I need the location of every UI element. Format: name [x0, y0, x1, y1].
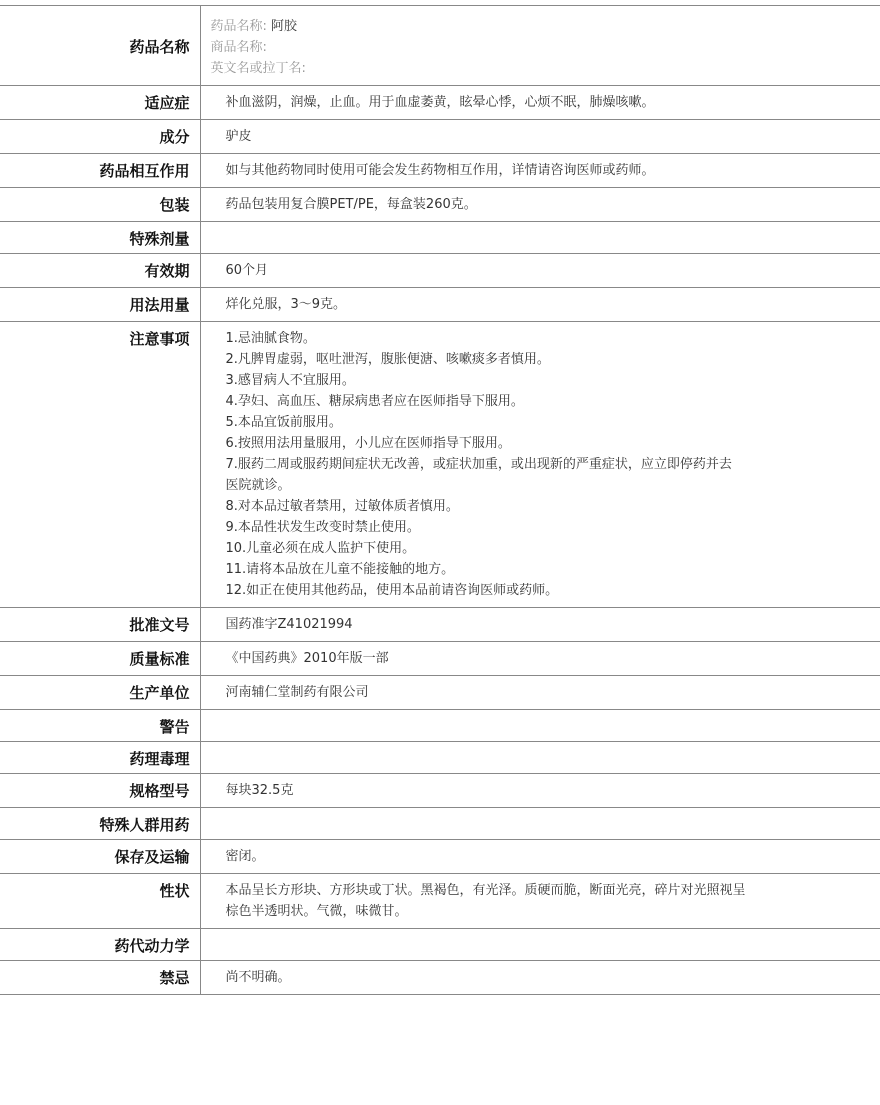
row-label-precautions: 注意事项: [0, 322, 200, 608]
row-value-indications: 补血滋阴，润燥，止血。用于血虚萎黄，眩晕心悸，心烦不眠，肺燥咳嗽。: [200, 86, 880, 120]
row-value-interactions: 如与其他药物同时使用可能会发生药物相互作用，详情请咨询医师或药师。: [200, 154, 880, 188]
row-value-standard: 《中国药典》2010年版一部: [200, 642, 880, 676]
precaution-item: 7.服药二周或服药期间症状无改善，或症状加重，或出现新的严重症状，应立即停药并去: [226, 454, 880, 475]
row-label-special-population: 特殊人群用药: [0, 808, 200, 840]
row-specification: [0, 774, 880, 808]
row-value-contraindications: 尚不明确。: [200, 961, 880, 995]
row-value-validity: 60个月: [200, 254, 880, 288]
row-value-usage: 烊化兑服，3～9克。: [200, 288, 880, 322]
row-ingredients: [0, 120, 880, 154]
row-label-manufacturer: 生产单位: [0, 676, 200, 710]
row-value-ingredients: 驴皮: [200, 120, 880, 154]
row-precautions: [0, 322, 880, 608]
row-label-packaging: 包装: [0, 188, 200, 222]
english-name-line: [211, 58, 880, 79]
row-label-usage: 用法用量: [0, 288, 200, 322]
row-label-interactions: 药品相互作用: [0, 154, 200, 188]
trade-name-key: 商品名称:: [211, 40, 267, 55]
precaution-item: 2.凡脾胃虚弱，呕吐泄泻，腹胀便溏、咳嗽痰多者慎用。: [226, 349, 880, 370]
precaution-item-continued: 医院就诊。: [226, 475, 880, 496]
row-manufacturer: [0, 676, 880, 710]
row-label-approval: 批准文号: [0, 608, 200, 642]
row-value-toxicology: [200, 742, 880, 774]
row-label-description: 性状: [0, 874, 200, 929]
row-value-manufacturer: 河南辅仁堂制药有限公司: [200, 676, 880, 710]
description-line: 棕色半透明状。气微，味微甘。: [226, 901, 880, 922]
row-special-population: [0, 808, 880, 840]
precaution-item: 5.本品宜饭前服用。: [226, 412, 880, 433]
row-value-specification: 每块32.5克: [200, 774, 880, 808]
row-label-storage: 保存及运输: [0, 840, 200, 874]
row-packaging: [0, 188, 880, 222]
row-label-standard: 质量标准: [0, 642, 200, 676]
row-value-special-population: [200, 808, 880, 840]
row-value-special-dosage: [200, 222, 880, 254]
row-interactions: [0, 154, 880, 188]
drug-names-cell: [200, 6, 880, 86]
row-indications: [0, 86, 880, 120]
precaution-item: 3.感冒病人不宜服用。: [226, 370, 880, 391]
row-value-description: [200, 874, 880, 929]
row-label-indications: 适应症: [0, 86, 200, 120]
description-line: 本品呈长方形块、方形块或丁状。黑褐色，有光泽。质硬而脆，断面光亮，碎片对光照视呈: [226, 880, 880, 901]
precaution-item: 9.本品性状发生改变时禁止使用。: [226, 517, 880, 538]
row-label-special-dosage: 特殊剂量: [0, 222, 200, 254]
row-value-pharmacokinetics: [200, 929, 880, 961]
row-label-toxicology: 药理毒理: [0, 742, 200, 774]
row-pharmacokinetics: [0, 929, 880, 961]
row-label-specification: 规格型号: [0, 774, 200, 808]
precaution-item: 10.儿童必须在成人监护下使用。: [226, 538, 880, 559]
row-usage: [0, 288, 880, 322]
row-label-contraindications: 禁忌: [0, 961, 200, 995]
row-storage: [0, 840, 880, 874]
precaution-item: 4.孕妇、高血压、糖尿病患者应在医师指导下服用。: [226, 391, 880, 412]
drug-name-line: [211, 16, 880, 37]
row-label-validity: 有效期: [0, 254, 200, 288]
row-description: [0, 874, 880, 929]
precaution-item: 11.请将本品放在儿童不能接触的地方。: [226, 559, 880, 580]
row-special-dosage: [0, 222, 880, 254]
row-approval: [0, 608, 880, 642]
row-contraindications: [0, 961, 880, 995]
row-value-approval: 国药准字Z41021994: [200, 608, 880, 642]
row-warning: [0, 710, 880, 742]
english-name-key: 英文名或拉丁名:: [211, 61, 306, 76]
row-value-storage: 密闭。: [200, 840, 880, 874]
row-value-precautions: [200, 322, 880, 608]
precaution-item: 8.对本品过敏者禁用，过敏体质者慎用。: [226, 496, 880, 517]
precaution-item: 6.按照用法用量服用，小儿应在医师指导下服用。: [226, 433, 880, 454]
precaution-item: 1.忌油腻食物。: [226, 328, 880, 349]
row-label-ingredients: 成分: [0, 120, 200, 154]
trade-name-line: [211, 37, 880, 58]
row-standard: [0, 642, 880, 676]
row-label-pharmacokinetics: 药代动力学: [0, 929, 200, 961]
drug-name-key: 药品名称:: [211, 19, 267, 34]
row-label-drug-names: 药品名称: [0, 6, 200, 86]
row-toxicology: [0, 742, 880, 774]
precaution-item: 12.如正在使用其他药品，使用本品前请咨询医师或药师。: [226, 580, 880, 601]
row-value-packaging: 药品包装用复合膜PET/PE，每盒装260克。: [200, 188, 880, 222]
drug-info-table: [0, 5, 880, 995]
row-drug-names: [0, 6, 880, 86]
row-validity: [0, 254, 880, 288]
drug-name-value: 阿胶: [271, 19, 297, 34]
row-label-warning: 警告: [0, 710, 200, 742]
row-value-warning: [200, 710, 880, 742]
